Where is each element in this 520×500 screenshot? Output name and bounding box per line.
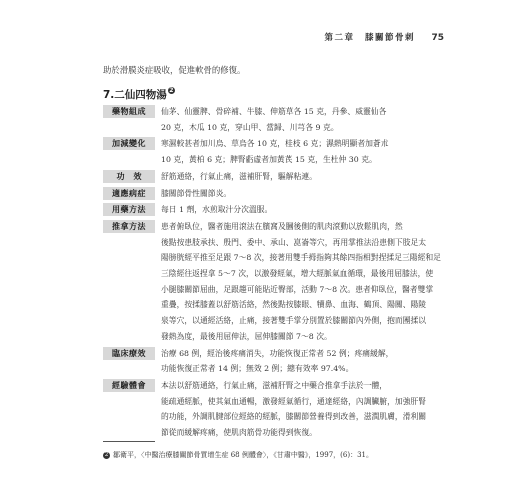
running-head bbox=[325, 31, 445, 43]
entry-text-line: 本法以舒筋通絡，行氣止痛，滋補肝腎之中藥合推拿手法於一體， bbox=[161, 380, 388, 390]
entry-label: 臨床療效 bbox=[103, 347, 155, 360]
prescription-entries bbox=[103, 104, 441, 442]
entry-row bbox=[103, 378, 427, 441]
footnote-text: 鄒衛平，〈中醫治療膝關節骨質增生症 68 例體會〉，《甘肅中醫》，1997，(6)：31。 bbox=[113, 451, 373, 459]
entry-row bbox=[103, 186, 415, 202]
entry-label: 功效 bbox=[103, 170, 155, 183]
entry-text-line: 重疊，按揉膝蓋以舒筋活絡，然後點按膝眼、犢鼻、血海、鶴頂、陽關、陽陵 bbox=[161, 300, 427, 310]
footnote-marker-icon: 2 bbox=[104, 452, 109, 458]
entry-text-line: 膝關節骨性關節炎。 bbox=[161, 188, 232, 198]
entry-row bbox=[103, 346, 415, 377]
entry-text-line: 發熱為度，最後用屈伸法，屈伸膝關節 7～8 次。 bbox=[161, 331, 332, 341]
entry-row bbox=[103, 169, 415, 185]
entry-text-line: 陽膀胱經平推至足跟 7～8 次，接著用雙手拇指夠其餘四指相對捏揉足三陽經和足 bbox=[161, 253, 441, 263]
prescription-title bbox=[103, 87, 175, 102]
entry-text-line: 寒濕較甚者加川烏、草烏各 10 克，桂枝 6 克；濕熱明顯者加蒼朮 bbox=[161, 139, 389, 149]
entry-text-line: 功能恢復正常者 14 例；無效 2 例；總有效率 97.4%。 bbox=[161, 364, 354, 374]
page-number: 75 bbox=[431, 33, 444, 43]
entry-row bbox=[103, 104, 415, 135]
entry-text-line: 10 克，黃柏 6 克；脾腎虧虛者加黃芪 15 克，生杜仲 30 克。 bbox=[161, 155, 377, 165]
prescription-title-text: 7.二仙四物湯 bbox=[103, 89, 167, 101]
entry-text-line: 能疏通經脈，使其氣血通暢，激發經氣循行，通達經絡，內調臟腑，加強肝腎 bbox=[161, 396, 427, 406]
footnote bbox=[103, 450, 373, 460]
entry-row bbox=[103, 219, 441, 345]
intro-text: 助於滑膜炎症吸收，促進軟骨的修復。 bbox=[103, 65, 246, 75]
chapter-label: 第二章 bbox=[324, 33, 355, 43]
entry-row bbox=[103, 202, 415, 218]
footnote-divider bbox=[103, 441, 155, 442]
entry-row bbox=[103, 136, 415, 167]
entry-text-line: 仙茅、仙靈脾、骨碎補、牛膝、伸筋草各 15 克，丹參、威靈仙各 bbox=[161, 107, 387, 116]
entry-label: 適應病症 bbox=[103, 187, 155, 200]
entry-text-line: 每日 1 劑，水煎取汁分次溫服。 bbox=[161, 205, 273, 215]
entry-text-line: 泉等穴，以通經活絡，止痛，接著雙手掌分別置於膝關節內外側，抱而團揉以 bbox=[161, 316, 427, 326]
entry-text-line: 患者俯臥位，醫者施用滾法在臏窩及膕後側的肌肉滾動以放鬆肌肉，然 bbox=[161, 221, 403, 231]
entry-label: 推拿方法 bbox=[103, 220, 155, 233]
entry-text-line: 治療 68 例，經治後疼痛消失，功能恢復正常者 52 例；疼痛緩解， bbox=[161, 348, 394, 358]
entry-label: 用藥方法 bbox=[103, 203, 155, 216]
section-heading: 膝關節骨刺 bbox=[364, 33, 415, 43]
entry-label: 經驗體會 bbox=[103, 379, 155, 392]
footnote-ref-icon: 2 bbox=[169, 87, 174, 94]
entry-text-line: 後點按患肢承扶、殷門、委中、承山、崑崙等穴，再用掌推法沿患側下肢足太 bbox=[161, 237, 427, 247]
entry-label: 加減變化 bbox=[103, 137, 155, 150]
entry-text-line: 小腿膝關節屈曲，足跟趨可能貼近臀部，活動 7～8 次。患者仰臥位，醫者雙掌 bbox=[161, 284, 434, 294]
entry-text-line: 的功能，外調肌腱部位經絡的經脈，膝關節營養得到改善，滋潤肌膚，滑利關 bbox=[161, 412, 427, 422]
entry-text-line: 三陰經往返捏拿 5～7 次，以激發經氣，增大經脈氣血循環，最後用屈膝法，使 bbox=[161, 269, 434, 279]
entry-text-line: 20 克，木瓜 10 克，穿山甲、當歸、川芎各 9 克。 bbox=[161, 122, 339, 132]
entry-label: 藥物組成 bbox=[103, 105, 155, 118]
entry-text-line: 節從而緩解疼痛，使肌肉筋骨功能得到恢復。 bbox=[161, 428, 317, 438]
entry-text-line: 舒筋通絡，行氣止痛，滋補肝腎，驅解粘連。 bbox=[161, 171, 317, 181]
